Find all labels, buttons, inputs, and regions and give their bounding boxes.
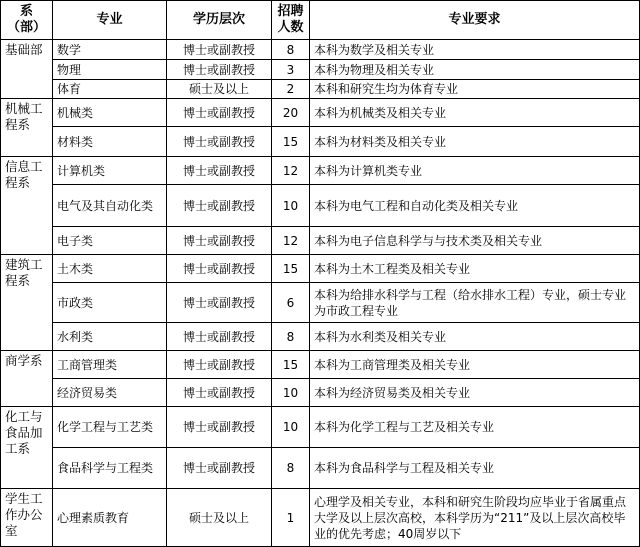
degree-cell: 博士或副教授 — [167, 127, 272, 157]
major-cell: 市政类 — [53, 283, 167, 323]
header-dept: 系（部） — [1, 1, 53, 40]
count-cell: 15 — [272, 255, 310, 283]
table-row — [1, 80, 640, 99]
table-row — [1, 323, 640, 351]
degree-cell: 博士或副教授 — [167, 99, 272, 127]
dept-cell: 化工与食品加工系 — [1, 407, 53, 489]
requirement-cell: 本科为经济贸易类及相关专业 — [310, 379, 640, 407]
degree-cell: 博士或副教授 — [167, 227, 272, 255]
major-cell: 心理素质教育 — [53, 489, 167, 547]
count-cell: 10 — [272, 407, 310, 448]
major-cell: 计算机类 — [53, 157, 167, 185]
degree-cell: 博士或副教授 — [167, 40, 272, 60]
header-count: 招聘人数 — [272, 1, 310, 40]
requirement-cell: 心理学及相关专业，本科和研究生阶段均应毕业于省属重点大学及以上层次高校，本科学历为“211”及以上层次高校毕业的优先考虑；40周岁以下 — [310, 489, 640, 547]
major-cell: 化学工程与工艺类 — [53, 407, 167, 448]
major-cell: 工商管理类 — [53, 351, 167, 379]
table-row — [1, 185, 640, 227]
table-row — [1, 448, 640, 489]
dept-cell: 基础部 — [1, 40, 53, 99]
count-cell: 2 — [272, 80, 310, 99]
count-cell: 8 — [272, 323, 310, 351]
count-cell: 15 — [272, 351, 310, 379]
table-row — [1, 489, 640, 547]
table-row — [1, 255, 640, 283]
dept-cell: 学生工作办公室 — [1, 489, 53, 547]
requirement-cell: 本科为化学工程与工艺及相关专业 — [310, 407, 640, 448]
requirement-cell: 本科和研究生均为体育专业 — [310, 80, 640, 99]
count-cell: 10 — [272, 379, 310, 407]
major-cell: 机械类 — [53, 99, 167, 127]
dept-cell: 信息工程系 — [1, 157, 53, 255]
count-cell: 1 — [272, 489, 310, 547]
requirement-cell: 本科为物理及相关专业 — [310, 60, 640, 80]
requirement-cell: 本科为计算机类专业 — [310, 157, 640, 185]
requirement-cell: 本科为材料类及相关专业 — [310, 127, 640, 157]
degree-cell: 博士或副教授 — [167, 379, 272, 407]
count-cell: 3 — [272, 60, 310, 80]
dept-cell: 机械工程系 — [1, 99, 53, 157]
degree-cell: 硕士及以上 — [167, 489, 272, 547]
major-cell: 土木类 — [53, 255, 167, 283]
major-cell: 经济贸易类 — [53, 379, 167, 407]
table-row — [1, 227, 640, 255]
requirement-cell: 本科为工商管理类及相关专业 — [310, 351, 640, 379]
degree-cell: 博士或副教授 — [167, 448, 272, 489]
requirement-cell: 本科为水利类及相关专业 — [310, 323, 640, 351]
major-cell: 数学 — [53, 40, 167, 60]
major-cell: 体育 — [53, 80, 167, 99]
degree-cell: 硕士及以上 — [167, 80, 272, 99]
major-cell: 物理 — [53, 60, 167, 80]
table-row — [1, 99, 640, 127]
major-cell: 食品科学与工程类 — [53, 448, 167, 489]
dept-cell: 建筑工程系 — [1, 255, 53, 351]
requirement-cell: 本科为土木工程类及相关专业 — [310, 255, 640, 283]
degree-cell: 博士或副教授 — [167, 255, 272, 283]
dept-cell: 商学系 — [1, 351, 53, 407]
count-cell: 15 — [272, 127, 310, 157]
table-row — [1, 351, 640, 379]
header-major: 专业 — [53, 1, 167, 40]
count-cell: 20 — [272, 99, 310, 127]
degree-cell: 博士或副教授 — [167, 157, 272, 185]
requirement-cell: 本科为电气工程和自动化类及相关专业 — [310, 185, 640, 227]
major-cell: 水利类 — [53, 323, 167, 351]
requirement-cell: 本科为给排水科学与工程（给水排水工程）专业，硕士专业为市政工程专业 — [310, 283, 640, 323]
major-cell: 材料类 — [53, 127, 167, 157]
table-row — [1, 407, 640, 448]
table-row — [1, 40, 640, 60]
count-cell: 8 — [272, 40, 310, 60]
major-cell: 电气及其自动化类 — [53, 185, 167, 227]
table-row — [1, 283, 640, 323]
degree-cell: 博士或副教授 — [167, 407, 272, 448]
table-row — [1, 60, 640, 80]
degree-cell: 博士或副教授 — [167, 351, 272, 379]
degree-cell: 博士或副教授 — [167, 323, 272, 351]
degree-cell: 博士或副教授 — [167, 60, 272, 80]
major-cell: 电子类 — [53, 227, 167, 255]
table-row — [1, 379, 640, 407]
degree-cell: 博士或副教授 — [167, 283, 272, 323]
requirement-cell: 本科为机械类及相关专业 — [310, 99, 640, 127]
table-row — [1, 127, 640, 157]
count-cell: 6 — [272, 283, 310, 323]
requirement-cell: 本科为电子信息科学与与技术类及相关专业 — [310, 227, 640, 255]
table-row — [1, 157, 640, 185]
header-requirement: 专业要求 — [310, 1, 640, 40]
count-cell: 10 — [272, 185, 310, 227]
header-row — [1, 1, 640, 40]
requirement-cell: 本科为数学及相关专业 — [310, 40, 640, 60]
count-cell: 12 — [272, 157, 310, 185]
count-cell: 8 — [272, 448, 310, 489]
header-degree: 学历层次 — [167, 1, 272, 40]
requirement-cell: 本科为食品科学与工程及相关专业 — [310, 448, 640, 489]
degree-cell: 博士或副教授 — [167, 185, 272, 227]
count-cell: 12 — [272, 227, 310, 255]
